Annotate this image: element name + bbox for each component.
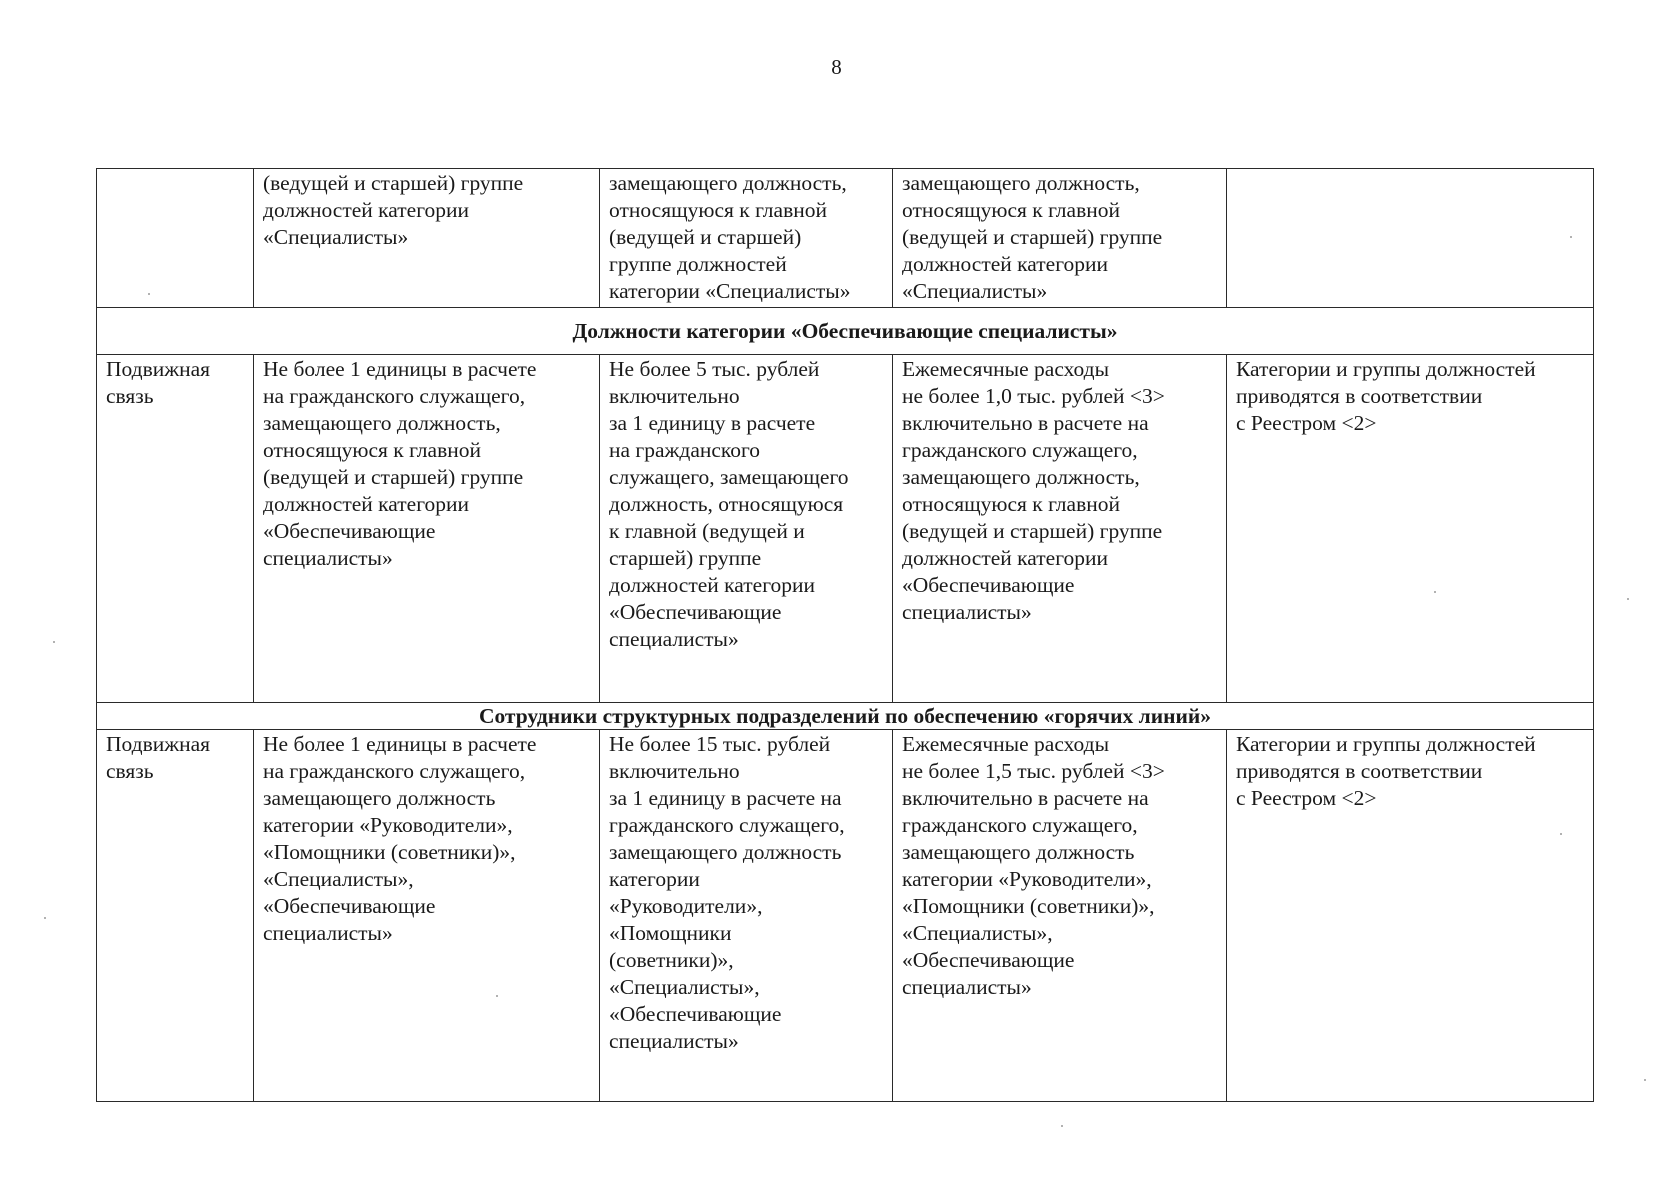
scan-speck [1570,236,1572,238]
cell-note [1227,169,1594,308]
cell-quantity-norm: Не более 1 единицы в расчете на гражданского служащего, замещающего должность категории «Руководители», «Помощники (советники)», «Специалисты», «Обеспечивающие специалисты» [254,730,600,1102]
cell-price-norm: Не более 15 тыс. рублей включительно за 1 единицу в расчете на гражданского служащего, замещающего должность категории «Руководители», «Помощники (советники)», «Специалисты», «Обеспечивающие специалисты» [600,730,893,1102]
section-heading-row [97,703,1594,730]
cell-quantity-norm: Не более 1 единицы в расчете на гражданского служащего, замещающего должность, относящуюся к главной (ведущей и старшей) группе должностей категории «Обеспечивающие специалисты» [254,355,600,703]
section-heading-row [97,308,1594,355]
scan-speck [1061,1125,1063,1127]
scan-speck [53,641,55,643]
scan-speck [148,293,150,295]
section-heading: Сотрудники структурных подразделений по обеспечению «горячих линий» [97,703,1594,730]
cell-note: Категории и группы должностей приводятся в соответствии с Реестром <2> [1227,730,1594,1102]
cell-quantity-norm: (ведущей и старшей) группе должностей категории «Специалисты» [254,169,600,308]
cell-position-type [97,169,254,308]
scan-speck [1627,598,1629,600]
cell-position-type: Подвижная связь [97,730,254,1102]
page-number: 8 [831,55,842,79]
scan-speck [44,917,46,919]
table-row [97,169,1594,308]
section-heading: Должности категории «Обеспечивающие специалисты» [97,308,1594,355]
table-row [97,355,1594,703]
scan-speck [496,995,498,997]
cell-monthly-expense-norm: Ежемесячные расходы не более 1,0 тыс. рублей <3> включительно в расчете на гражданского служащего, замещающего должность, относящуюся к главной (ведущей и старшей) группе должностей категории «Обеспечивающие специалисты» [893,355,1227,703]
scan-speck [1644,1079,1646,1081]
table-row [97,730,1594,1102]
cell-price-norm: замещающего должность, относящуюся к главной (ведущей и старшей) группе должностей категории «Специалисты» [600,169,893,308]
scan-speck [1434,591,1436,593]
cell-monthly-expense-norm: Ежемесячные расходы не более 1,5 тыс. рублей <3> включительно в расчете на гражданского служащего, замещающего должность категории «Руководители», «Помощники (советники)», «Специалисты», «Обеспечивающие специалисты» [893,730,1227,1102]
scan-speck [1560,833,1562,835]
cell-monthly-expense-norm: замещающего должность, относящуюся к главной (ведущей и старшей) группе должностей категории «Специалисты» [893,169,1227,308]
cell-note: Категории и группы должностей приводятся в соответствии с Реестром <2> [1227,355,1594,703]
cell-price-norm: Не более 5 тыс. рублей включительно за 1 единицу в расчете на гражданского служащего, замещающего должность, относящуюся к главной (ведущей и старшей) группе должностей категории «Обеспечивающие специалисты» [600,355,893,703]
norms-table [96,168,1594,1102]
cell-position-type: Подвижная связь [97,355,254,703]
